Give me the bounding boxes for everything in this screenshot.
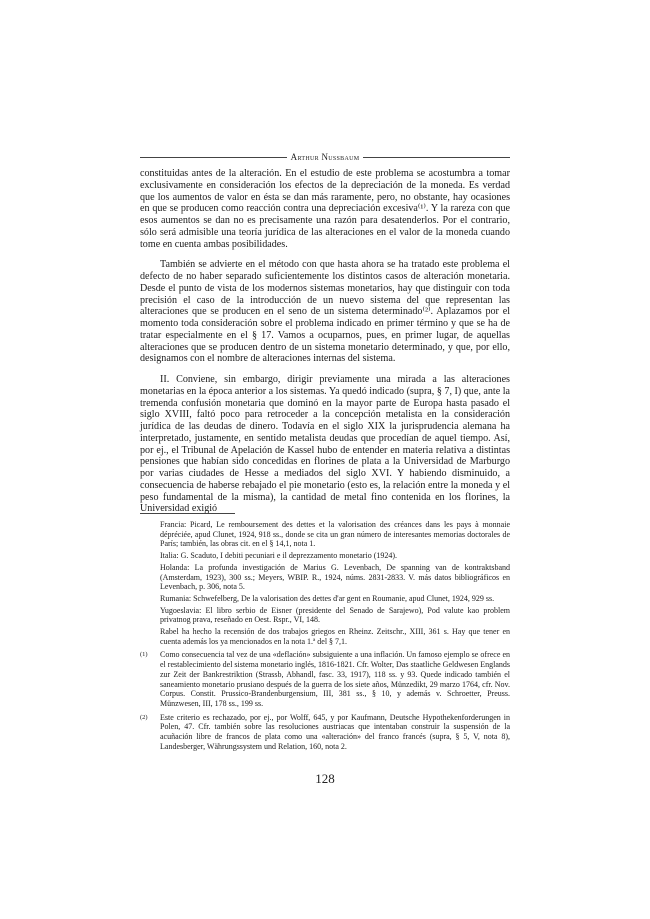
running-head: [140, 150, 510, 164]
footnote-rule: [140, 513, 235, 514]
footnote-continuation-france: Francia: Picard, Le remboursement des dettes et la valorisation des créances dans les pays à monnaie dépréciée, apud Clunet, 1924, 918 ss., donde se cita un gran número de interesantes memorias doctorales de París; también, las obras cit. en el § 14,1, nota 1.: [160, 520, 510, 549]
footnote-continuation-romania: Rumania: Schwefelberg, De la valorisation des dettes d'ar gent en Roumanie, apud Clunet, 1924, 929 ss.: [160, 593, 495, 603]
footnotes: [140, 513, 510, 751]
footnote-2: [140, 713, 510, 752]
page-number: 128: [315, 771, 335, 786]
running-head-author: Arthur Nussbaum: [290, 152, 360, 162]
footnote-2-text: Este criterio es rechazado, por ej., por Wolff, 645, y por Kaufmann, Deutsche Hypothekenforderungen in Polen, 47. Cfr. también sobre las resoluciones austriacas que intentaban construir la suspensión de la acuñación libre de francos de plata como una «alteración» del franco francés (supra, § 5, V, nota 8), Landesberger, Währungssystem und Relation, 160, nota 2.: [160, 712, 510, 751]
footnote-2-marker: (2): [140, 713, 148, 721]
paragraph-continuation: constituidas antes de la alteración. En el estudio de este problema se acostumbra a tomar exclusivamente en consideración los efectos de la depreciación de la moneda. Es verdad que los aumentos de valor en ésta se dan más raramente, pero, no obstante, hay ocasiones en que se producen como reacción contra una depreciación excesiva⁽¹⁾. Y la rareza con que esos aumentos se dan no es precisamente una razón para desatenderlos. Por el contrario, sólo será admisible una teoría jurídica de las alteraciones en el valor de la moneda cuando tome en cuenta ambas posibilidades.: [140, 168, 510, 250]
main-text: [140, 168, 510, 515]
paragraph-method: También se advierte en el método con que hasta ahora se ha tratado este problema el defecto de no haber separado suficientemente los distintos casos de alteración monetaria. Desde el punto de vista de los modernos sistemas monetarios, hay que distinguir con toda precisión el caso de la introducción de un nuevo sistema del que representan las alteraciones que se producen en el seno de un sistema determinado⁽²⁾. Aplazamos por el momento toda consideración sobre el problema indicado en primer término y que se ha de tratar especialmente en el § 17. Vamos a ocuparnos, pues, en primer lugar, de aquellas alteraciones que se producen dentro de un sistema monetario determinado, y que, por ello, designamos con el nombre de alteraciones internas del sistema.: [140, 259, 510, 365]
header-rule-right: [363, 157, 510, 158]
footnote-continuation-yugoslavia: Yugoeslavia: El libro serbio de Eisner (presidente del Senado de Sarajewo), Pod valute kao problem privatnog prava, reseñado en Oest. Rspr., VI, 148.: [160, 605, 510, 625]
header-rule-left: [140, 157, 287, 158]
footnote-continuation-rabel: Rabel ha hecho la recensión de dos trabajos griegos en Rheinz. Zeitschr., XIII, 361 s. Hay que tener en cuenta además los ya mencionados en la nota 1.ª del § 7,1.: [160, 627, 510, 646]
paragraph-section-ii: II. Conviene, sin embargo, dirigir previamente una mirada a las alteraciones monetarias en la época anterior a los sistemas. Ya quedó indicado (supra, § 7, I) que, ante la tremenda confusión monetaria que dominó en la mayor parte de Europa hasta pasado el siglo XVIII, faltó poco para retroceder a la concepción metalista en la consideración jurídica de las deudas de dinero. Todavía en el siglo XIX la jurisprudencia alemana ha interpretado, justamente, en sentido metalista deudas que procedían de aquel tiempo. Así, por ej., el Tribunal de Apelación de Kassel hubo de entender en materia relativa a distintas pensiones que habían sido concedidas en florines de plata a la Universidad de Marburgo por varias ciudades de Hesse a mediados del siglo XVI. Y habiendo disminuido, a consecuencia de haberse rebajado el pie monetario (esto es, la relación entre la moneda y el peso fundamental de la misma), la cantidad de metal fino contenida en los florines, la Universidad exigió: [140, 374, 510, 515]
footnote-1: [140, 650, 510, 708]
footnote-continuation-italy: Italia: G. Scaduto, I debiti pecuniari e il deprezzamento monetario (1924).: [160, 551, 398, 561]
footnote-1-marker: (1): [140, 651, 148, 659]
footnote-continuation-netherlands: Holanda: La profunda investigación de Marius G. Levenbach, De spanning van de kontraktsband (Amsterdam, 1923), 300 ss.; Meyers, WBIP. R., 1924, núms. 2831-2833. V. más datos bibliográficos en Levenbach, p. 306, nota 5.: [160, 562, 510, 592]
footnote-1-text: Como consecuencia tal vez de una «deflación» subsiguiente a una inflación. Un famoso ejemplo se ofrece en el restablecimiento del sistema monetario inglés, 1816-1821. Cfr. Wolter, Das staatliche Geldwesen Englands zur Zeit der Bankrestriktion (Strassb, Abhandl, fasc. 33, 1917), 118 ss. y 93. Quede indicado también el saneamiento monetario prusiano después de la guerra de los siete años, Münzedikt, 29 marzo 1764, cfr. Nov. Corpus. Constit. Prussico-Brandenburgensium, III, 381 ss., § 10, y además v. Schroetter, Preuss. Münzwesen, III, 178 ss., 199 ss.: [160, 650, 510, 708]
